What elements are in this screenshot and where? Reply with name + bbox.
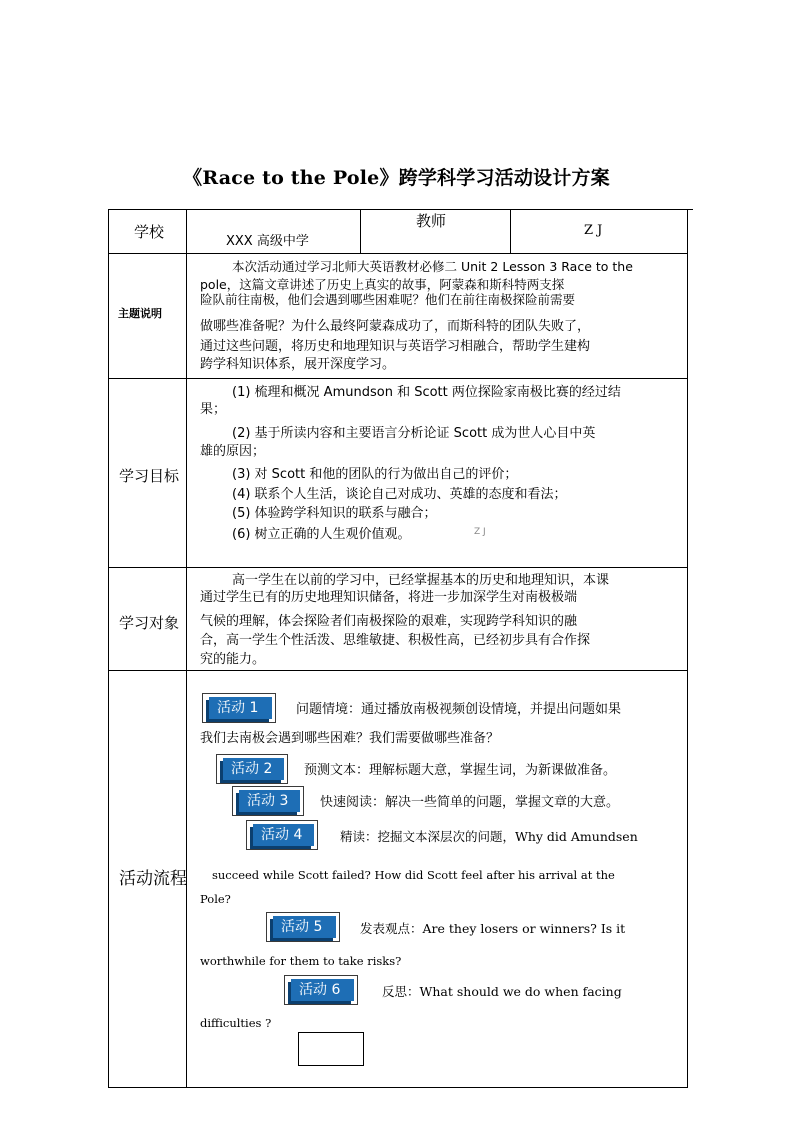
activity-6-text: 反思：What should we do when facing [382,984,622,999]
school-value: XXX 高级中学 [226,234,309,249]
activity-6-cont: difficulties ? [200,1016,272,1030]
activity-4-cont: succeed while Scott failed? How did Scott feel after his arrival at the [212,868,615,882]
audience-label: 学习对象 [119,614,180,632]
school-label: 学校 [134,223,165,241]
goals-faint-mark: Z J [474,527,486,537]
activity-3-text: 快速阅读：解决一些简单的问题，掌握文章的大意。 [320,795,620,810]
teacher-label: 教师 [416,212,447,230]
page-title: 《Race to the Pole》跨学科学习活动设计方案 [183,167,610,189]
activity-badge-6: 活动 6 [284,975,358,1005]
activity-4-cont2: Pole? [200,892,231,906]
theme-label: 主题说明 [118,307,162,320]
activity-4-text: 精读：挖掘文本深层次的问题，Why did Amundsen [340,829,638,844]
activity-badge-5: 活动 5 [266,912,340,942]
activity-badge-1: 活动 1 [202,693,276,723]
activity-5-text: 发表观点：Are they losers or winners? Is it [360,921,626,936]
activity-2-text: 预测文本：理解标题大意，掌握生词，为新课做准备。 [304,763,617,778]
activity-1-cont: 我们去南极会遇到哪些困难？我们需要做哪些准备？ [200,731,500,746]
teacher-value: Z J [584,223,603,238]
activity-badge-4: 活动 4 [246,820,318,850]
empty-box [298,1032,364,1066]
activity-1-text: 问题情境：通过播放南极视频创设情境，并提出问题如果 [296,702,622,717]
goals-label: 学习目标 [119,467,180,485]
activity-5-cont: worthwhile for them to take risks? [200,954,402,968]
activity-badge-3: 活动 3 [232,786,304,816]
activity-badge-2: 活动 2 [216,754,288,784]
process-label: 活动流程 [119,869,187,889]
